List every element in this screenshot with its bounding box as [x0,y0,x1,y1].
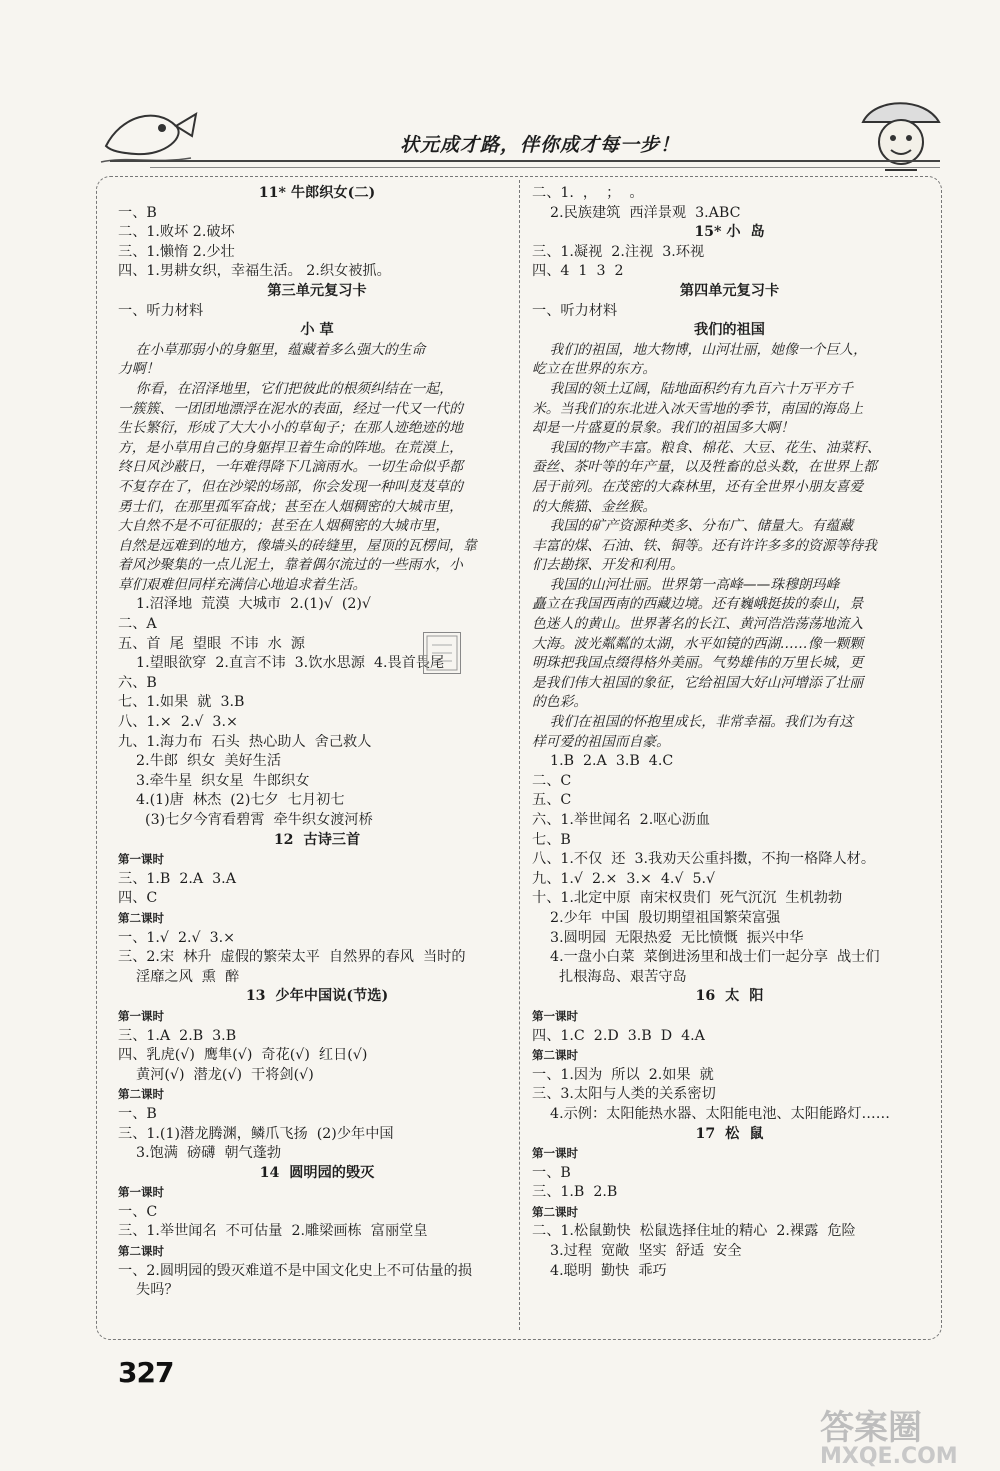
section-heading: 12 古诗三首 [273,831,361,848]
answer-line: 米。当我们的东北进入冰天雪地的季节，南国的海岛上 [532,400,864,417]
answer-line: 着风沙聚集的一点儿泥土，靠着偶尔流过的一些雨水，小 [118,557,463,574]
lesson-label: 第二课时 [118,910,164,925]
column-divider [519,180,520,1330]
header-slogan: 状元成才路，伴你成才每一步！ [400,134,681,156]
answer-line: 一、B [118,1105,157,1122]
answer-line: 不复存在了，但在沙梁的场部，你会发现一种叫芨芨草的 [118,478,463,495]
answer-line: 一、1.因为 所以 2.如果 就 [532,1066,714,1083]
answer-line: 生长繁衍，形成了大大小小的草甸子；在那人迹绝迹的地 [118,420,463,437]
answer-line: 力啊！ [118,361,160,378]
answer-line: 3.牵牛星 织女星 牛郎织女 [118,772,310,789]
section-heading: 16 太 阳 [695,988,764,1005]
answer-line: 一、1.√ 2.√ 3.× [118,929,235,946]
answer-line: 大自然不是不可征服的；甚至在人烟稠密的大城市里， [118,518,450,535]
section-heading: 13 少年中国说(节选) [245,988,389,1005]
answer-line: 我们在祖国的怀抱里成长，非常幸福。我们为有这 [532,714,854,731]
answer-line: 一、B [118,204,157,221]
answer-line: 失吗？ [118,1282,179,1299]
stamp-seal-icon [423,632,461,674]
section-heading: 第三单元复习卡 [267,282,367,299]
answer-line: 黄河(√) 潜龙(√) 干将剑(√) [118,1066,314,1083]
answer-line: 五、C [532,792,572,809]
answer-line: 1.B 2.A 3.B 4.C [532,753,674,770]
section-heading: 14 圆明园的毁灭 [259,1164,375,1181]
answer-line: 居于前列。在茂密的大森林里，还有全世界小朋友喜爱 [532,478,864,495]
answer-line: 方，是小草用自己的身躯捍卫着生命的阵地。在荒漠上， [118,439,463,456]
answer-line: 我国的物产丰富。粮食、棉花、大豆、花生、油菜籽、 [532,439,881,456]
header-divider [110,160,940,162]
lesson-label: 第二课时 [118,1244,164,1259]
answer-line: 我国的领土辽阔，陆地面积约有九百六十万平方千 [532,380,854,397]
answer-line: 一、B [532,1164,571,1181]
answer-line: 我国的矿产资源种类多、分布广、储量大。有蕴藏 [532,518,854,535]
answer-line: 3.饱满 磅礴 朝气蓬勃 [118,1145,282,1162]
section-heading: 17 松 鼠 [695,1125,764,1142]
answer-line: 1.望眼欲穿 2.直言不讳 3.饮水思源 4.畏首畏尾 [118,655,445,672]
answer-line: 一、C [118,1203,158,1220]
answer-line: 色迷人的黄山。世界著名的长江、黄河浩浩荡荡地流入 [532,616,864,633]
right-answer-column [532,184,927,1281]
answer-line: 你看，在沼泽地里，它们把彼此的根须纠结在一起， [118,380,453,397]
answer-line: 们去勘探、开发和利用。 [532,557,684,574]
answer-line: 四、C [118,890,158,907]
answer-line: 四、1.男耕女织，幸福生活。 2.织女被抓。 [118,263,391,280]
answer-line: 九、1.√ 2.× 3.× 4.√ 5.√ [532,870,716,887]
answer-line: 二、1.败坏 2.破坏 [118,224,235,241]
answer-line: 三、1.B 2.A 3.A [118,870,236,887]
left-answer-column [118,184,516,1301]
answer-line: 淫靡之风 熏 醉 [118,968,240,985]
answer-line: 4.(1)唐 林杰 (2)七夕 七月初七 [118,792,345,809]
answer-line: 自然是远难到的地方，像墙头的砖缝里，屋顶的瓦楞间，靠 [118,537,477,554]
lesson-label: 第一课时 [118,852,164,867]
lesson-label: 第二课时 [532,1048,578,1063]
answer-line: 明珠把我国点缀得格外美丽。气势雄伟的万里长城，更 [532,655,864,672]
answer-line: 二、C [532,772,572,789]
answer-line: 三、1.举世闻名 不可估量 2.雕梁画栋 富丽堂皇 [118,1223,428,1240]
section-heading: 小 草 [300,322,334,339]
lesson-label: 第一课时 [532,1146,578,1161]
answer-line: 2.少年 中国 殷切期望祖国繁荣富强 [532,909,781,926]
answer-line: 十、1.北定中原 南宋权贵们 死气沉沉 生机勃勃 [532,890,843,907]
answer-line: 我们的祖国，地大物博，山河壮丽，她像一个巨人， [532,341,867,358]
answer-line: 2.民族建筑 西洋景观 3.ABC [532,204,741,221]
answer-line: 六、B [118,674,157,691]
answer-line: 是我们伟大祖国的象征，它给祖国大好山河增添了壮丽 [532,674,864,691]
answer-line: 六、1.举世闻名 2.呕心沥血 [532,812,710,828]
answer-line: 矗立在我国西南的西藏边境。还有巍峨挺拔的泰山，景 [532,596,864,613]
lesson-label: 第一课时 [118,1185,164,1200]
answer-line: 4.示例：太阳能热水器、太阳能电池、太阳能路灯…… [532,1105,890,1122]
page-number: 327 [118,1356,174,1389]
answer-line: 我国的山河壮丽。世界第一高峰——珠穆朗玛峰 [532,576,840,593]
answer-line: 二、1.松鼠勤快 松鼠选择住址的精心 2.裸露 危险 [532,1223,856,1240]
answer-line: 三、1.A 2.B 3.B [118,1027,237,1044]
answer-line: 二、A [118,616,157,633]
answer-line: 四、4 1 3 2 [532,263,624,280]
answer-line: 四、1.C 2.D 3.B D 4.A [532,1027,705,1044]
section-heading: 第四单元复习卡 [679,282,780,299]
answer-line: 四、乳虎(√) 鹰隼(√) 奇花(√) 红日(√) [118,1047,368,1064]
lesson-label: 第一课时 [532,1008,578,1023]
answer-line: 七、1.如果 就 3.B [118,694,245,711]
answer-line: 一、听力材料 [118,302,204,319]
answer-line: 却是一片盛夏的景象。我们的祖国多大啊！ [532,420,795,437]
lesson-label: 第二课时 [532,1204,578,1219]
answer-line: 三、3.太阳与人类的关系密切 [532,1086,716,1103]
answer-line: 终日风沙蔽日，一年难得降下几滴雨水。一切生命似乎都 [118,459,463,476]
watermark-site: MXQE.COM [820,1444,958,1469]
answer-line: 丰富的煤、石油、铁、铜等。还有许许多多的资源等待我 [532,537,877,554]
answer-line: 4.一盘小白菜 菜倒进汤里和战士们一起分享 战士们 [532,949,880,966]
answer-line: 八、1.不仅 还 3.我劝天公重抖擞，不拘一格降人材。 [532,851,876,868]
answer-line: 3.过程 宽敞 坚实 舒适 安全 [532,1243,742,1260]
answer-line: 在小草那弱小的身躯里，蕴藏着多么强大的生命 [118,341,426,358]
answer-line: 一、2.圆明园的毁灭难道不是中国文化史上不可估量的损 [118,1262,473,1279]
answer-line: 九、1.海力布 石头 热心助人 舍己救人 [118,733,372,750]
answer-line: 三、1.(1)潜龙腾渊，鳞爪飞扬 (2)少年中国 [118,1125,394,1142]
answer-line: 三、1.B 2.B [532,1184,618,1201]
answer-line: 三、1.懒惰 2.少壮 [118,243,235,260]
answer-line: 三、1.凝视 2.注视 3.环视 [532,243,705,260]
answer-line: 一簇簇、一团团地漂浮在泥水的表面，经过一代又一代的 [118,400,463,417]
answer-line: 屹立在世界的东方。 [532,361,657,378]
answer-line: 三、2.宋 林升 虚假的繁荣太平 自然界的春风 当时的 [118,949,466,966]
section-heading: 我们的祖国 [694,322,765,339]
answer-line: 2.牛郎 织女 美好生活 [118,753,282,770]
answer-line: (3)七夕今宵看碧霄 牵牛织女渡河桥 [118,812,373,828]
answer-line: 大海。波光粼粼的太湖，水平如镜的西湖……像一颗颗 [532,635,864,652]
answer-line: 1.沼泽地 荒漠 大城市 2.(1)√ (2)√ [118,596,371,613]
answer-line: 样可爱的祖国而自豪。 [532,733,670,750]
answer-line: 草们艰难但同样充满信心地追求着生活。 [118,576,367,593]
answer-line: 3.圆明园 无限热爱 无比愤慨 振兴中华 [532,929,804,946]
answer-line: 4.聪明 勤快 乖巧 [532,1262,667,1279]
answer-line: 一、听力材料 [532,302,618,319]
section-heading: 15* 小 岛 [694,224,765,241]
answer-line: 勇士们，在那里孤军奋战；甚至在人烟稠密的大城市里， [118,498,463,515]
answer-line: 二、1. ， ； 。 [532,185,644,201]
answer-line: 扎根海岛、艰苦守岛 [532,968,687,985]
section-heading: 11* 牛郎织女(二) [258,185,376,201]
watermark-logo: 答案圈 [820,1408,922,1448]
answer-line: 七、B [532,831,571,848]
lesson-label: 第一课时 [118,1008,164,1023]
answer-line: 的大熊猫、金丝猴。 [532,498,657,515]
lesson-label: 第二课时 [118,1087,164,1102]
answer-line: 蚕丝、茶叶等的年产量，以及牲畜的总头数，在世界上都 [532,459,877,476]
answer-line: 五、首 尾 望眼 不讳 水 源 [118,635,305,652]
answer-line: 八、1.× 2.√ 3.× [118,714,238,731]
answer-line: 的色彩。 [532,694,588,711]
header-divider-thin [150,167,940,168]
